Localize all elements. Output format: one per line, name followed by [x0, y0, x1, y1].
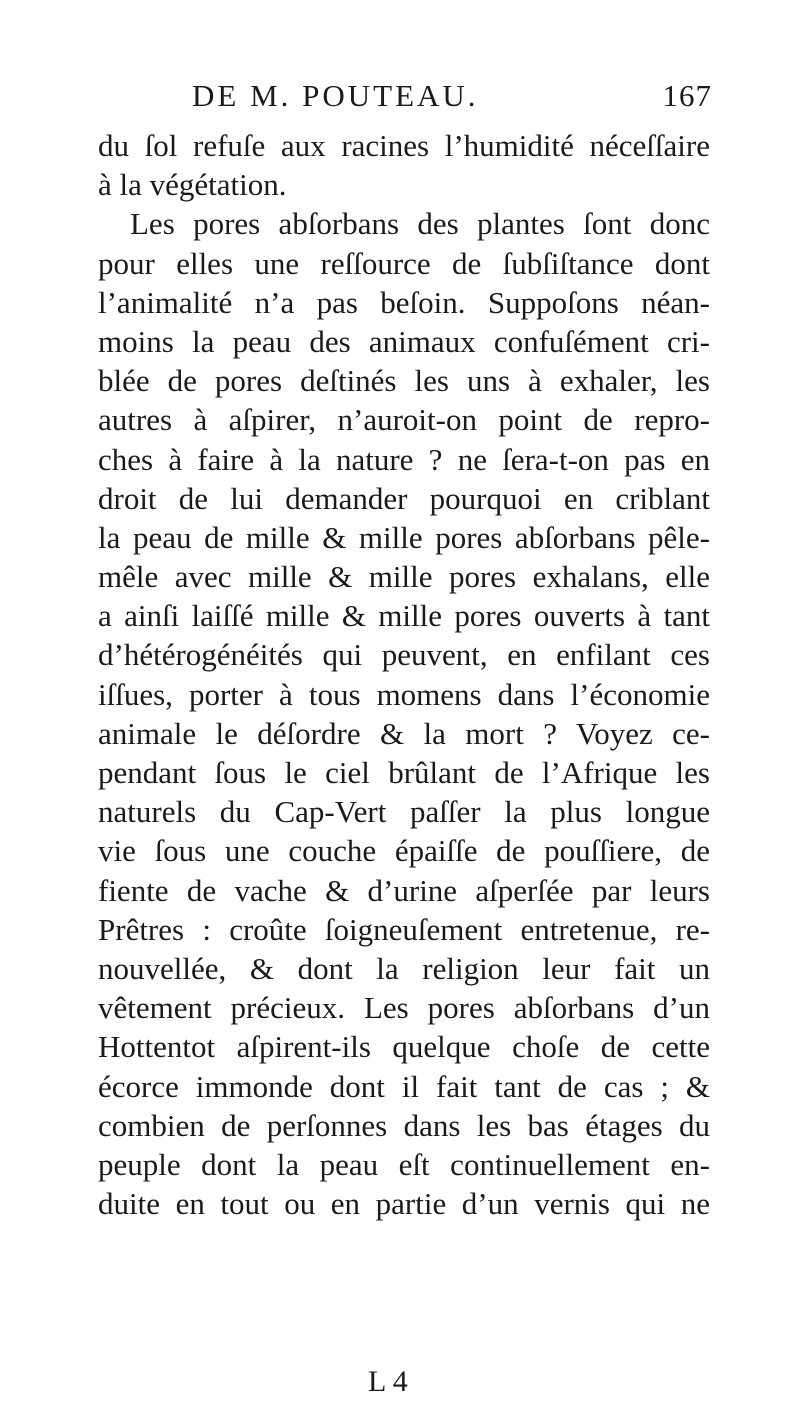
text-line: Hottentot aſpirent-ils quelque choſe de cette: [98, 1029, 710, 1065]
text-line: vie ſous une couche épaiſſe de pouſſiere, de: [98, 833, 710, 869]
text-line: droit de lui demander pourquoi en criblant: [98, 480, 710, 516]
running-head-title: DE M. POUTEAU.: [192, 78, 479, 113]
text-line: du ſol refuſe aux racines l’humidité néceſſaire: [98, 128, 710, 163]
text-line: pour elles une reſſource de ſubſiſtance dont: [98, 245, 710, 281]
text-line: nouvellée, & dont la religion leur fait un: [98, 950, 710, 986]
text-line: combien de perſonnes dans les bas étages du: [98, 1107, 710, 1143]
text-line: mêle avec mille & mille pores exhalans, elle: [98, 559, 710, 595]
text-line: Prêtres : croûte ſoigneuſement entretenue, re-: [98, 911, 710, 947]
text-line: d’hétérogénéités qui peuvent, en enfilant ces: [98, 637, 710, 673]
text-line: fiente de vache & d’urine aſperſée par leurs: [98, 872, 710, 908]
page-number: 167: [662, 78, 712, 113]
text-line: moins la peau des animaux confuſément cri-: [98, 323, 710, 359]
text-line: naturels du Cap-Vert paſſer la plus longue: [98, 794, 710, 830]
running-head: [192, 78, 712, 118]
text-line: la peau de mille & mille pores abſorbans pêle-: [98, 519, 710, 555]
text-line: ches à faire à la nature ? ne ſera-t-on pas en: [98, 441, 710, 477]
text-line: Les pores abſorbans des plantes ſont donc: [130, 206, 710, 242]
text-line: animale le déſordre & la mort ? Voyez ce-: [98, 715, 710, 751]
signature-mark: L 4: [368, 1365, 408, 1398]
text-line: à la végétation.: [98, 167, 287, 203]
text-line: pendant ſous le ciel brûlant de l’Afrique les: [98, 755, 710, 790]
text-line: autres à aſpirer, n’auroit-on point de repro-: [98, 402, 710, 438]
text-line: iſſues, porter à tous momens dans l’économie: [98, 676, 710, 712]
text-line: peuple dont la peau eſt continuellement en-: [98, 1146, 710, 1182]
text-line: vêtement précieux. Les pores abſorbans d’un: [98, 990, 710, 1026]
text-line: a ainſi laiſſé mille & mille pores ouverts à tant: [98, 598, 710, 634]
text-line: duite en tout ou en partie d’un vernis qui ne: [98, 1186, 710, 1222]
text-line: l’animalité n’a pas beſoin. Suppoſons néan-: [98, 284, 710, 320]
text-line: blée de pores deſtinés les uns à exhaler, les: [98, 363, 710, 399]
text-line: écorce immonde dont il fait tant de cas ; &: [98, 1068, 710, 1104]
body-text: [98, 126, 710, 1223]
